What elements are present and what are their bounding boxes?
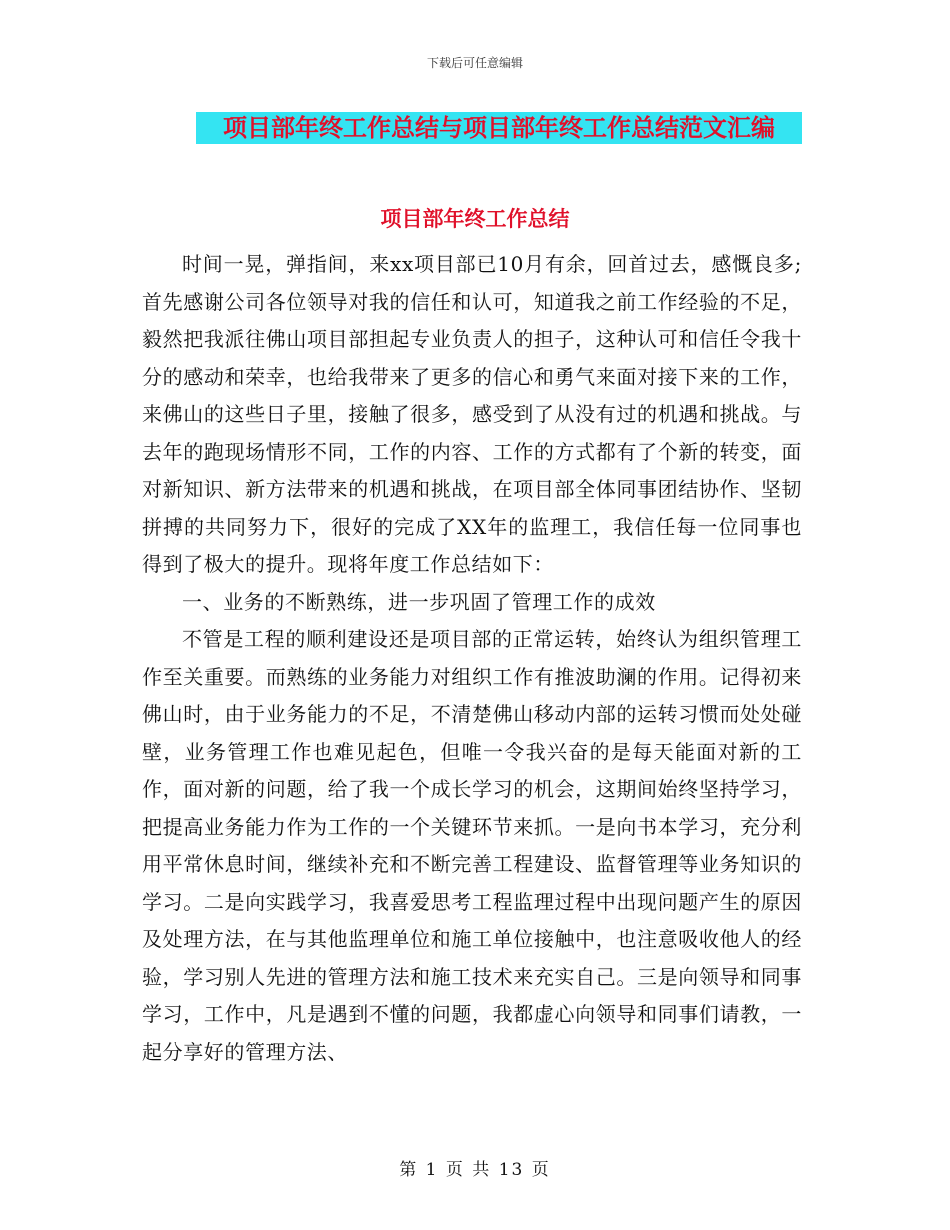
paragraph-heading-1: 一、业务的不断熟练，进一步巩固了管理工作的成效 [182,589,656,614]
header-note: 下载后可任意编辑 [426,56,523,70]
paragraph-intro: 时间一晃，弹指间，来xx项目部已10月有余，回首过去，感慨良多;首先感谢公司各位领导对我的信任和认可，知道我之前工作经验的不足，毅然把我派往佛山项目部担起专业负责人的担子，这种认可和信任令我十分的感动和荣幸，也给我带来了更多的信心和勇气来面对接下来的工作，来佛山的这些日子里，接触了很多，感受到了从没有过的机遇和挑战。与去年的跑现场情形不同，工作的内容、工作的方式都有了个新的转变，面对新知识、新方法带来的机遇和挑战，在项目部全体同事团结协作、坚韧拼搏的共同努力下，很好的完成了XX年的监理工，我信任每一位同事也得到了极大的提升。现将年度工作总结如下： [142,252,802,576]
paragraph-body-1: 不管是工程的顺利建设还是项目部的正常运转，始终认为组织管理工作至关重要。而熟练的业务能力对组织工作有推波助澜的作用。记得初来佛山时，由于业务能力的不足，不清楚佛山移动内部的运转习惯而处处碰壁，业务管理工作也难见起色，但唯一令我兴奋的是每天能面对新的工作，面对新的问题，给了我一个成长学习的机会，这期间始终坚持学习，把提高业务能力作为工作的一个关键环节来抓。一是向书本学习，充分利用平常休息时间，继续补充和不断完善工程建设、监督管理等业务知识的学习。二是向实践学习，我喜爱思考工程监理过程中出现问题产生的原因及处理方法，在与其他监理单位和施工单位接触中，也注意吸收他人的经验，学习别人先进的管理方法和施工技术来充实自己。三是向领导和同事学习，工作中，凡是遇到不懂的问题，我都虚心向领导和同事们请教，一起分享好的管理方法、 [142,627,802,1064]
section-title: 项目部年终工作总结 [380,207,570,231]
document-body [142,246,802,1071]
page-footer: 第 1 页 共 13 页 [399,1160,551,1180]
document-title: 项目部年终工作总结与项目部年终工作总结范文汇编 [223,114,775,142]
